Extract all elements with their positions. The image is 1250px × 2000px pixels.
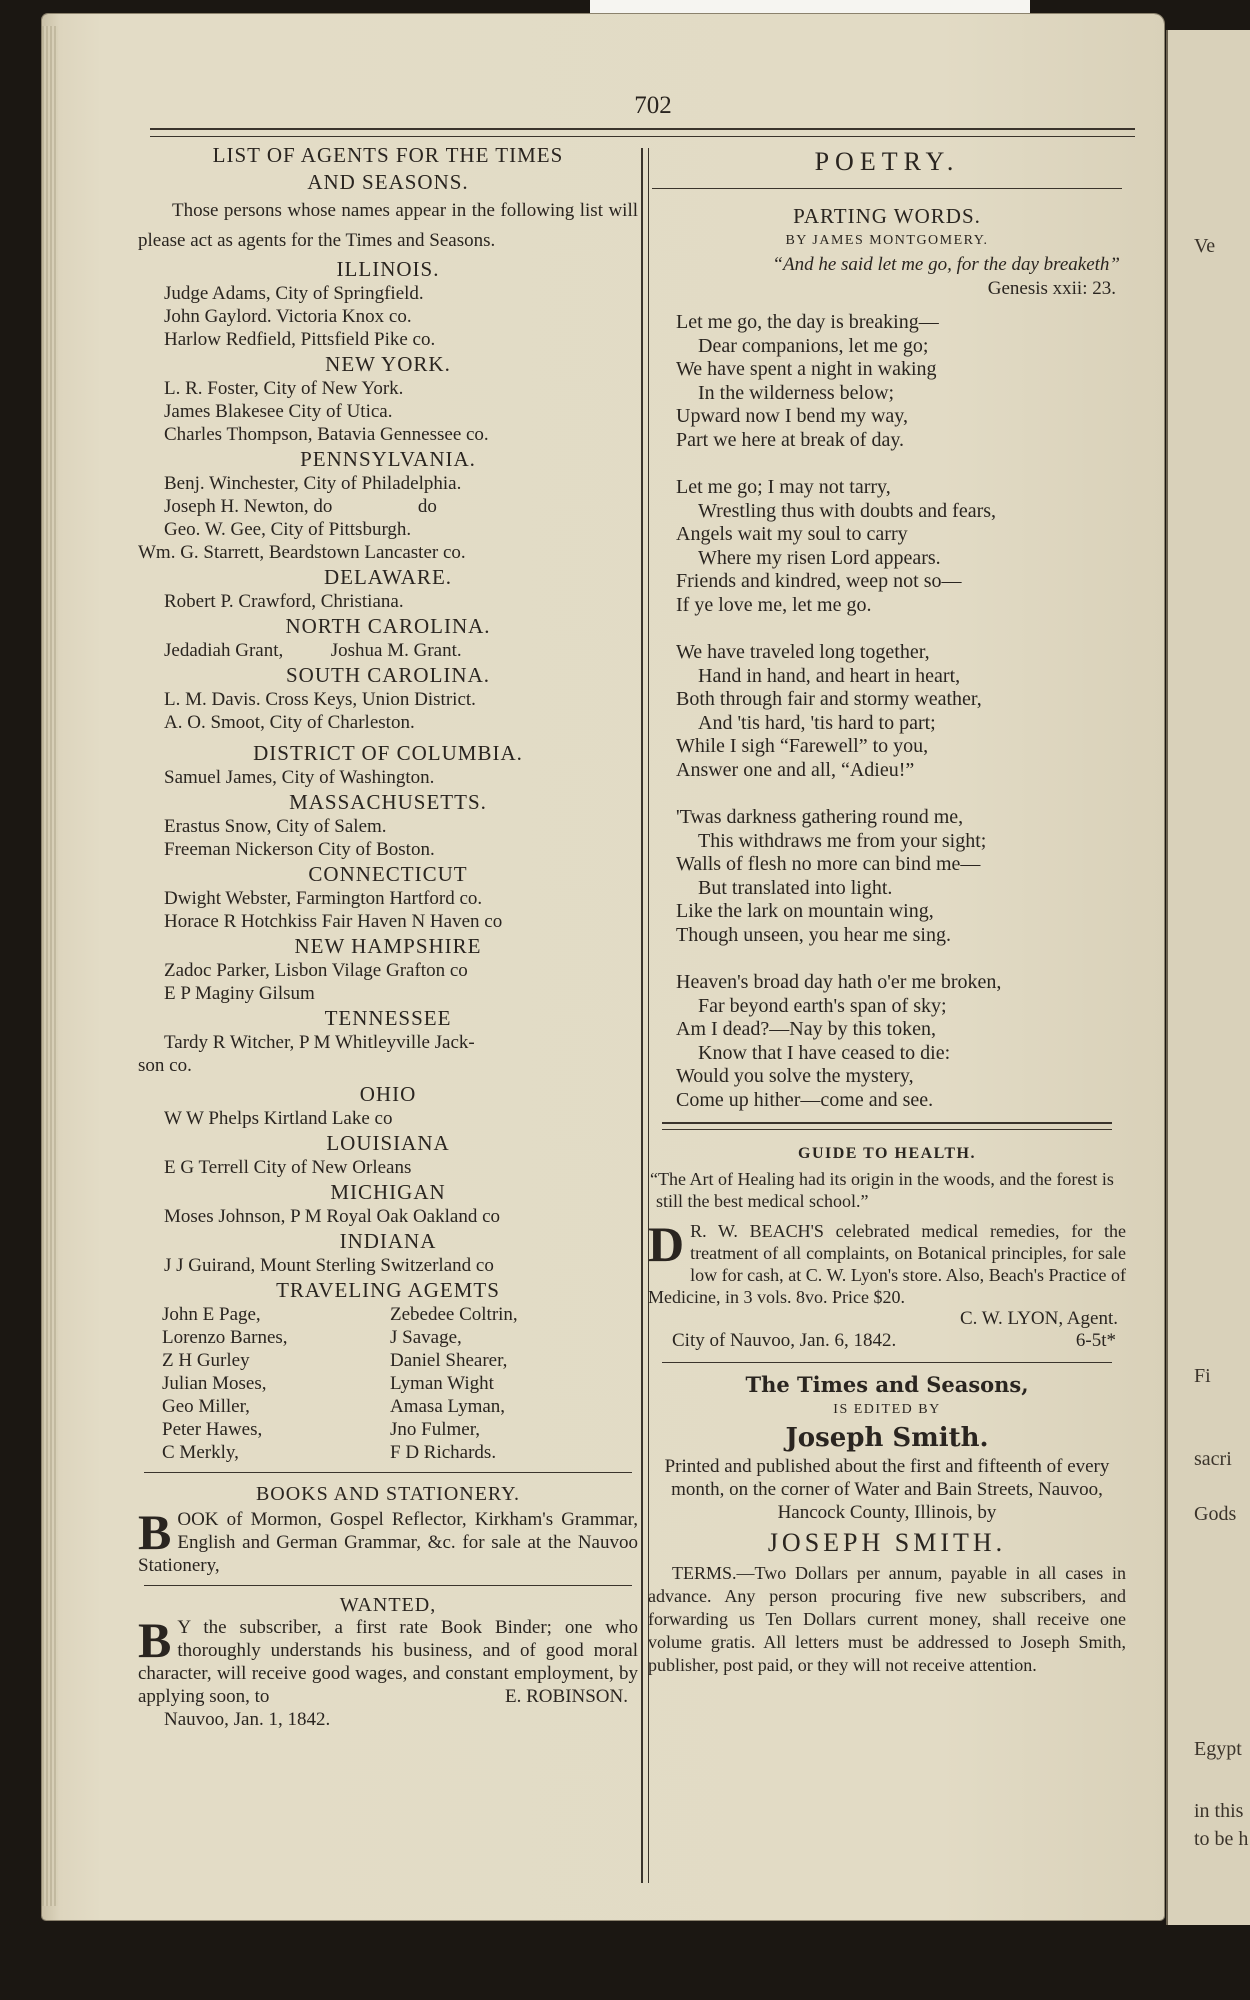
agent-line: Judge Adams, City of Springfield. bbox=[164, 283, 424, 304]
traveling-agent: Peter Hawes, bbox=[162, 1419, 263, 1440]
poem-stanza bbox=[676, 641, 1126, 782]
poem-line: If ye love me, let me go. bbox=[676, 593, 872, 616]
agent-line: Freeman Nickerson City of Boston. bbox=[164, 839, 435, 860]
traveling-agent: Z H Gurley bbox=[162, 1350, 250, 1371]
poem-line: Both through fair and stormy weather, bbox=[676, 688, 982, 710]
poem-line: And 'tis hard, 'tis hard to part; bbox=[698, 711, 936, 734]
agent-line: Wm. G. Starrett, Beardstown Lancaster co. bbox=[138, 542, 466, 563]
poem-line: Part we here at break of day. bbox=[676, 428, 905, 451]
poem-stanza bbox=[676, 476, 1126, 617]
poem-stanza bbox=[676, 806, 1126, 947]
poem-title: PARTING WORDS. bbox=[793, 204, 981, 228]
agent-line: Robert P. Crawford, Christiana. bbox=[164, 591, 404, 612]
fragment-text: Fi bbox=[1194, 1365, 1211, 1387]
poem-line: Am I dead?—Nay by this token, bbox=[676, 1018, 936, 1040]
traveling-agent: Jno Fulmer, bbox=[390, 1419, 481, 1440]
poem-epigraph: “And he said let me go, for the day breaketh” bbox=[772, 254, 1120, 275]
poem-line: While I sigh “Farewell” to you, bbox=[676, 735, 929, 757]
masthead-rule bbox=[662, 1362, 1112, 1363]
poem-line: Walls of flesh no more can bind me— bbox=[676, 853, 981, 875]
agent-line: Jedadiah Grant, Joshua M. Grant. bbox=[164, 640, 462, 661]
state-heading: MICHIGAN bbox=[330, 1180, 446, 1204]
traveling-agent: John E Page, bbox=[162, 1304, 261, 1325]
traveling-agent: C Merkly, bbox=[162, 1442, 239, 1463]
poem-line: Come up hither—come and see. bbox=[676, 1088, 934, 1111]
poetry-section-title: POETRY. bbox=[814, 147, 960, 176]
poem-line: We have traveled long together, bbox=[676, 641, 930, 663]
traveling-agent: Geo Miller, bbox=[162, 1396, 250, 1417]
state-heading: PENNSYLVANIA. bbox=[300, 447, 476, 471]
masthead-publisher: JOSEPH SMITH. bbox=[767, 1528, 1007, 1557]
masthead-terms: TERMS.—Two Dollars per annum, payable in all cases in advance. Any person procuring five new subscribers, and forwarding us Ten Dollars current money, shall receive one volume gratis. All letters must be addressed to Joseph Smith, publisher, post paid, or they will not receive attention. bbox=[648, 1563, 1126, 1675]
fragment-text: Gods bbox=[1194, 1503, 1237, 1525]
masthead-editor: Joseph Smith. bbox=[785, 1423, 989, 1453]
poem-byline: BY JAMES MONTGOMERY. bbox=[785, 233, 989, 248]
agent-line: Charles Thompson, Batavia Gennessee co. bbox=[164, 424, 489, 445]
agent-line: L. M. Davis. Cross Keys, Union District. bbox=[164, 689, 476, 710]
traveling-agent: F D Richards. bbox=[390, 1442, 497, 1463]
poem-line: Answer one and all, “Adieu!” bbox=[676, 758, 915, 781]
poem-line: In the wilderness below; bbox=[698, 381, 895, 404]
wanted-text: Y the subscriber, a first rate Book Binder; one who thoroughly understands his business, and of good moral character, will receive good wages, and constant employment, by applying soon, to bbox=[138, 1617, 638, 1707]
poem-line: 'Twas darkness gathering round me, bbox=[676, 806, 964, 828]
agent-line: Tardy R Witcher, P M Whitleyville Jack- bbox=[164, 1032, 475, 1053]
poem-line: Know that I have ceased to die: bbox=[698, 1041, 951, 1064]
poem-body bbox=[648, 311, 1126, 1112]
poem-stanza bbox=[676, 311, 1126, 452]
state-heading: TENNESSEE bbox=[324, 1006, 452, 1030]
agent-line: Geo. W. Gee, City of Pittsburgh. bbox=[164, 519, 412, 540]
health-dropcap: D bbox=[648, 1216, 685, 1272]
agent-line: James Blakesee City of Utica. bbox=[164, 401, 393, 422]
agent-line: Harlow Redfield, Pittsfield Pike co. bbox=[164, 329, 436, 350]
state-heading: MASSACHUSETTS. bbox=[289, 790, 487, 814]
books-text: OOK of Mormon, Gospel Reflector, Kirkham's Grammar, English and German Grammar, &c. for sale at the Nauvoo Stationery, bbox=[138, 1509, 638, 1576]
agent-line: Joseph H. Newton, do do bbox=[164, 496, 437, 517]
poem-citation: Genesis xxii: 23. bbox=[987, 278, 1116, 299]
agent-line: A. O. Smoot, City of Charleston. bbox=[164, 712, 415, 733]
health-text: R. W. BEACH'S celebrated medical remedies, for the treatment of all complaints, on Botanical principles, for sale low for cash, at C. W. Lyon's store. Also, Beach's Practice of Medicine, in 3 vols. 8vo. Price $20. bbox=[648, 1221, 1126, 1307]
books-ad bbox=[138, 1504, 638, 1577]
poem-line: Like the lark on mountain wing, bbox=[676, 900, 934, 922]
health-quote: “The Art of Healing had its origin in the woods, and the forest is still the best medical school.” bbox=[650, 1169, 1114, 1211]
poem-line: Wrestling thus with doubts and fears, bbox=[698, 499, 997, 522]
fragment-text: Ve bbox=[1194, 235, 1216, 257]
agents-title-line1: LIST OF AGENTS FOR THE TIMES bbox=[212, 143, 564, 167]
poem-line: Let me go; I may not tarry, bbox=[676, 476, 891, 498]
poem-line: Heaven's broad day hath o'er me broken, bbox=[676, 971, 1002, 993]
agents-intro: Those persons whose names appear in the following list will please act as agents for the Times and Seasons. bbox=[138, 200, 638, 251]
state-heading: ILLINOIS. bbox=[336, 257, 440, 281]
poem-line: Far beyond earth's span of sky; bbox=[698, 994, 947, 1017]
books-dropcap: B bbox=[138, 1504, 172, 1560]
poem-line: This withdraws me from your sight; bbox=[698, 829, 987, 852]
health-ad bbox=[648, 1216, 1126, 1308]
agents-title-line2: AND SEASONS. bbox=[307, 170, 469, 194]
agent-line: E G Terrell City of New Orleans bbox=[164, 1157, 412, 1178]
poem-line: Though unseen, you hear me sing. bbox=[676, 923, 951, 946]
adjacent-page-fragment bbox=[1166, 30, 1250, 1925]
state-heading: DISTRICT OF COLUMBIA. bbox=[253, 741, 523, 765]
health-footer bbox=[648, 1330, 1126, 1352]
state-heading: NEW YORK. bbox=[325, 352, 451, 376]
left-column bbox=[138, 142, 638, 1731]
agent-line: E P Maginy Gilsum bbox=[164, 983, 315, 1004]
section-rule bbox=[144, 1472, 632, 1473]
wanted-dropcap: B bbox=[138, 1612, 172, 1668]
poem-line: We have spent a night in waking bbox=[676, 358, 937, 380]
poem-line: Would you solve the mystery, bbox=[676, 1065, 914, 1087]
poem-line: Friends and kindred, weep not so— bbox=[676, 570, 962, 592]
wanted-title: WANTED, bbox=[339, 1594, 437, 1616]
wanted-signer: E. ROBINSON. bbox=[505, 1686, 628, 1707]
traveling-agent: Julian Moses, bbox=[162, 1373, 267, 1394]
health-title: GUIDE TO HEALTH. bbox=[798, 1145, 976, 1162]
fragment-text: in this bbox=[1194, 1800, 1244, 1822]
agent-line: Dwight Webster, Farmington Hartford co. bbox=[164, 888, 483, 909]
fragment-text: sacri bbox=[1194, 1448, 1232, 1470]
state-heading: NEW HAMPSHIRE bbox=[294, 934, 482, 958]
state-heading: INDIANA bbox=[339, 1229, 437, 1253]
agent-line: Horace R Hotchkiss Fair Haven N Haven co bbox=[164, 911, 503, 932]
masthead-title: The Times and Seasons, bbox=[745, 1372, 1029, 1397]
fragment-text: to be h bbox=[1194, 1828, 1249, 1850]
state-heading: NORTH CAROLINA. bbox=[285, 614, 491, 638]
books-title: BOOKS AND STATIONERY. bbox=[255, 1483, 521, 1505]
health-place-date: City of Nauvoo, Jan. 6, 1842. bbox=[672, 1330, 897, 1351]
poetry-rule bbox=[652, 188, 1122, 189]
traveling-agent: Lorenzo Barnes, bbox=[162, 1327, 288, 1348]
traveling-agents-list bbox=[138, 1303, 638, 1464]
agent-line: Moses Johnson, P M Royal Oak Oakland co bbox=[164, 1206, 500, 1227]
page-stack-edge bbox=[42, 26, 58, 1906]
agent-line: John Gaylord. Victoria Knox co. bbox=[164, 306, 412, 327]
poem-line: Dear companions, let me go; bbox=[698, 334, 929, 357]
agent-line: son co. bbox=[138, 1055, 192, 1076]
traveling-agent: Amasa Lyman, bbox=[390, 1396, 506, 1417]
poem-line: Let me go, the day is breaking— bbox=[676, 311, 939, 333]
wanted-ad bbox=[138, 1612, 638, 1708]
traveling-agent: Zebedee Coltrin, bbox=[390, 1304, 518, 1325]
traveling-agent: Lyman Wight bbox=[390, 1373, 494, 1394]
section-rule bbox=[144, 1585, 632, 1586]
health-agent: C. W. LYON, Agent. bbox=[959, 1308, 1118, 1329]
health-code: 6-5t* bbox=[1075, 1330, 1116, 1351]
agent-line: J J Guirand, Mount Sterling Switzerland co bbox=[164, 1255, 494, 1276]
state-heading: OHIO bbox=[359, 1082, 417, 1106]
agent-line: Erastus Snow, City of Salem. bbox=[164, 816, 387, 837]
traveling-agent: Daniel Shearer, bbox=[390, 1350, 508, 1371]
header-rule bbox=[150, 128, 1135, 137]
agent-line: Samuel James, City of Washington. bbox=[164, 767, 435, 788]
state-heading: CONNECTICUT bbox=[308, 862, 468, 886]
poem-line: Hand in hand, and heart in heart, bbox=[698, 664, 961, 687]
agent-line: Benj. Winchester, City of Philadelphia. bbox=[164, 473, 462, 494]
fragment-text: Egypt bbox=[1194, 1738, 1242, 1760]
page-number: 702 bbox=[634, 92, 672, 119]
poem-stanza bbox=[676, 971, 1126, 1112]
right-column bbox=[648, 142, 1126, 1677]
masthead-edited-by: IS EDITED BY bbox=[833, 1402, 941, 1417]
state-heading: DELAWARE. bbox=[323, 565, 453, 589]
poem-line: Where my risen Lord appears. bbox=[698, 546, 941, 569]
poem-line: But translated into light. bbox=[698, 876, 893, 899]
poem-line: Upward now I bend my way, bbox=[676, 405, 908, 427]
agent-line: Zadoc Parker, Lisbon Vilage Grafton co bbox=[164, 960, 468, 981]
wanted-place-date: Nauvoo, Jan. 1, 1842. bbox=[164, 1709, 331, 1730]
state-heading: SOUTH CAROLINA. bbox=[286, 663, 490, 687]
poem-line: Angels wait my soul to carry bbox=[676, 523, 908, 545]
masthead-printed: Printed and published about the first and fifteenth of every month, on the corner of Water and Bain Streets, Nauvoo, Hancock County, Illinois, by bbox=[664, 1456, 1110, 1523]
health-rule bbox=[662, 1122, 1112, 1130]
agent-line: W W Phelps Kirtland Lake co bbox=[164, 1108, 393, 1129]
traveling-agents-heading: TRAVELING AGEMTS bbox=[276, 1278, 500, 1302]
state-heading: LOUISIANA bbox=[326, 1131, 450, 1155]
traveling-agent: J Savage, bbox=[390, 1327, 462, 1348]
agent-line: L. R. Foster, City of New York. bbox=[164, 378, 404, 399]
